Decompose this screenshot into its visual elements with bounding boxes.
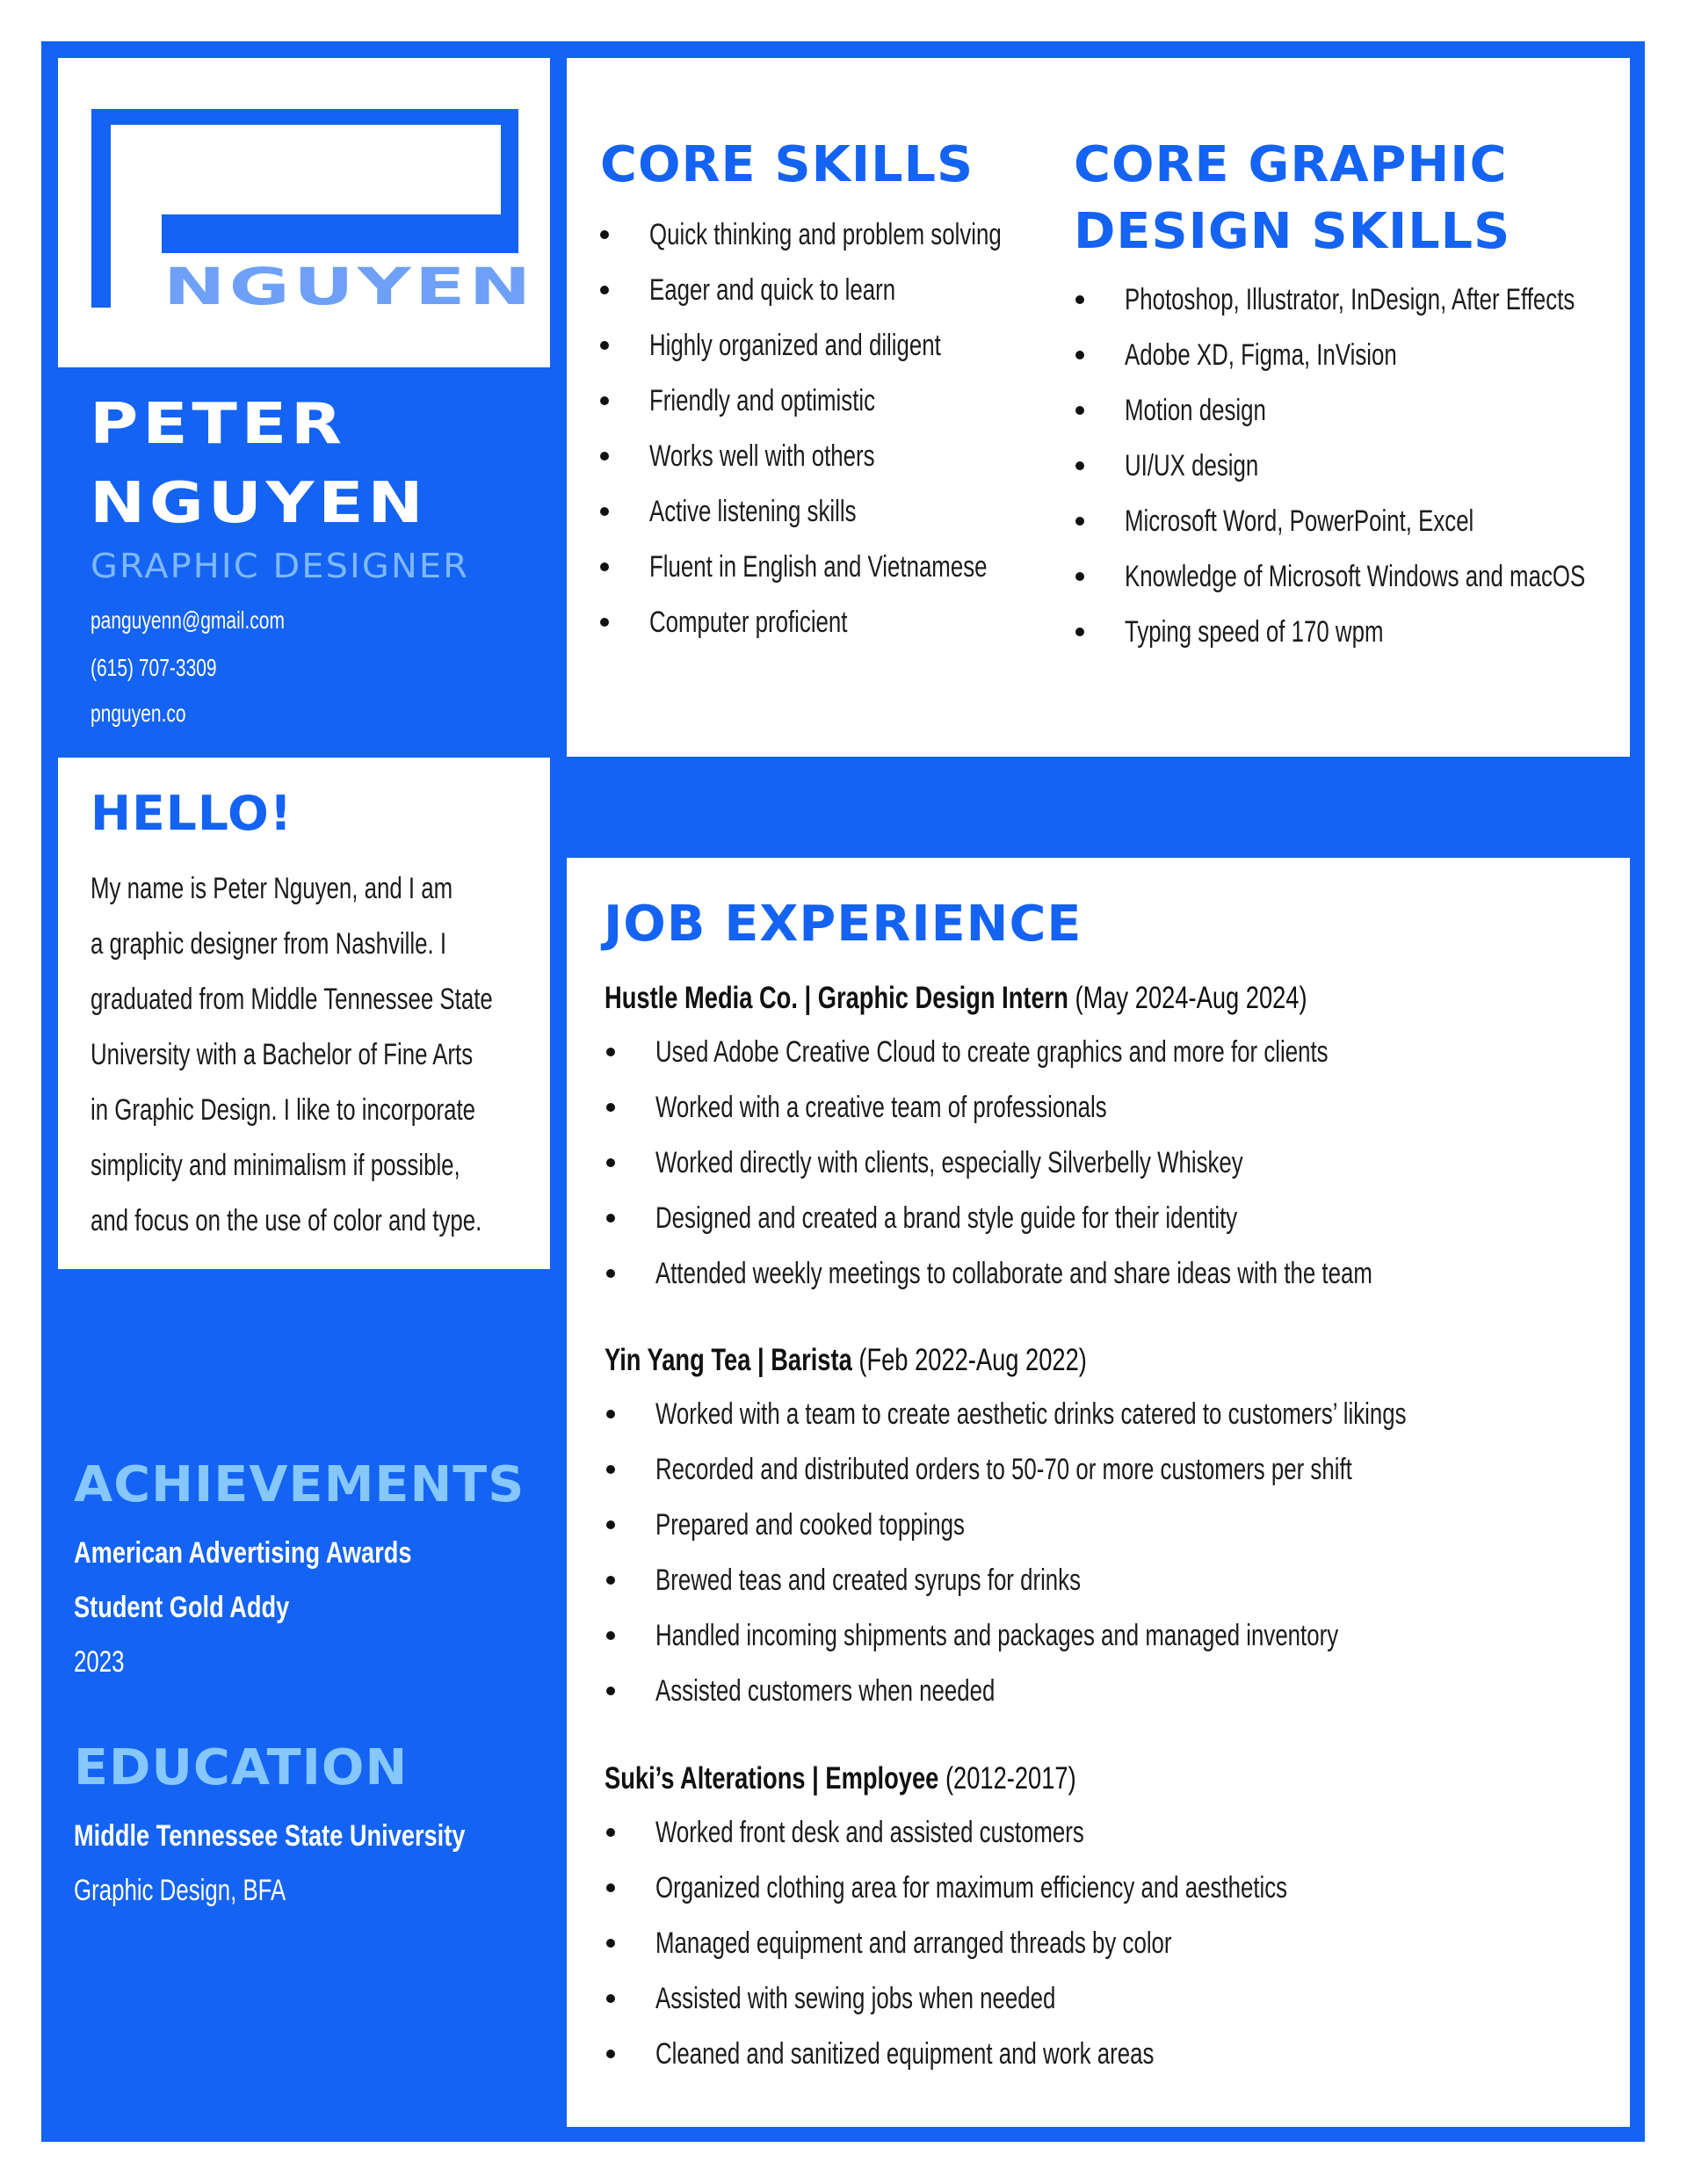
design-skills-heading-1: CORE GRAPHIC — [1074, 136, 1508, 193]
job-title: Suki’s Alterations | Employee (2012-2017) — [605, 1761, 1076, 1796]
job-title: Hustle Media Co. | Graphic Design Intern (May 2024-Aug 2024) — [605, 981, 1307, 1015]
hello-line: and focus on the use of color and type. — [91, 1204, 482, 1237]
job-role: GRAPHIC DESIGNER — [91, 547, 470, 585]
hello-line: simplicity and minimalism if possible, — [91, 1149, 460, 1182]
logo-wordmark: NGUYEN — [163, 257, 535, 316]
education-heading: EDUCATION — [74, 1739, 409, 1796]
phone-number: (615) 707-3309 — [91, 654, 217, 681]
school-name: Middle Tennessee State University — [74, 1819, 466, 1853]
job-title: Yin Yang Tea | Barista (Feb 2022-Aug 2022) — [605, 1343, 1087, 1377]
website-link[interactable]: pnguyen.co — [91, 700, 186, 727]
hello-line: My name is Peter Nguyen, and I am — [91, 872, 453, 905]
hello-line: graduated from Middle Tennessee State — [91, 983, 493, 1016]
hello-heading: HELLO! — [91, 786, 293, 841]
hello-line: in Graphic Design. I like to incorporate — [91, 1093, 476, 1127]
hello-line: a graphic designer from Nashville. I — [91, 927, 447, 961]
hello-line: University with a Bachelor of Fine Arts — [91, 1038, 474, 1071]
core-skills-heading: CORE SKILLS — [600, 136, 974, 193]
job-experience-heading: JOB EXPERIENCE — [604, 896, 1082, 953]
hello-text — [91, 861, 558, 1249]
award-line-1: American Advertising Awards — [74, 1536, 412, 1570]
award-line-2: Student Gold Addy — [74, 1591, 290, 1624]
last-name: NGUYEN — [90, 471, 428, 536]
degree: Graphic Design, BFA — [74, 1874, 286, 1907]
achievements-heading: ACHIEVEMENTS — [74, 1456, 525, 1513]
design-skills-heading-2: DESIGN SKILLS — [1074, 203, 1511, 260]
logo-panel — [58, 58, 550, 367]
email-link[interactable]: panguyenn@gmail.com — [91, 606, 285, 634]
first-name: PETER — [90, 392, 346, 457]
award-year: 2023 — [74, 1645, 125, 1679]
